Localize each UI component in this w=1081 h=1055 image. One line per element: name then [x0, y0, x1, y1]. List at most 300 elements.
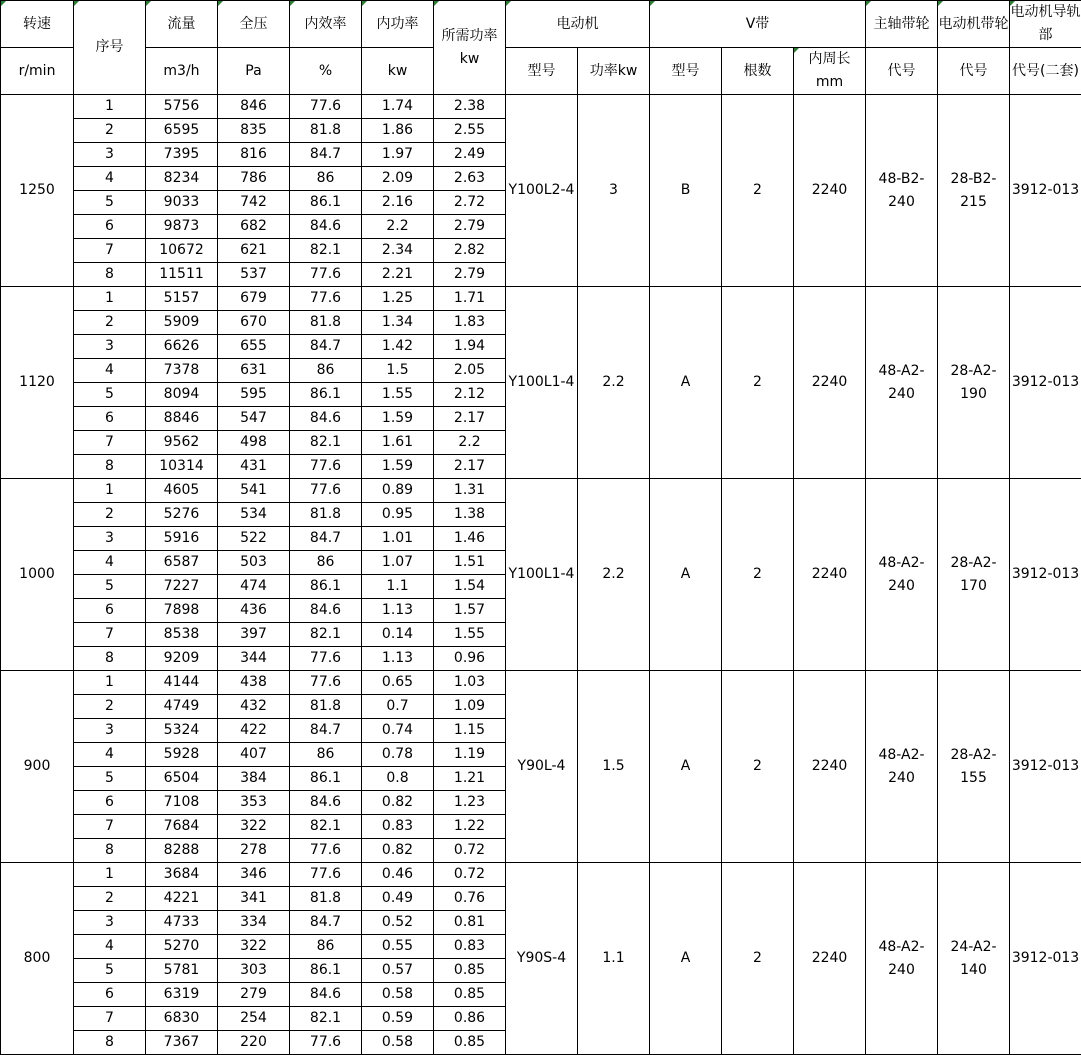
motor-power-cell: 1.5	[578, 671, 650, 863]
flow-cell: 7108	[146, 791, 218, 815]
seq-cell: 8	[74, 839, 146, 863]
required-power-cell: 1.94	[434, 335, 506, 359]
required-power-cell: 1.57	[434, 599, 506, 623]
header-main-pulley-code: 代号	[866, 48, 938, 95]
motor-pulley-cell: 28-A2-190	[938, 287, 1010, 479]
vbelt-count-cell: 2	[722, 95, 794, 287]
header-vbelt-model: 型号	[650, 48, 722, 95]
required-power-cell: 0.85	[434, 1031, 506, 1055]
motor-pulley-cell: 24-A2-140	[938, 863, 1010, 1055]
main-pulley-cell: 48-A2-240	[866, 479, 938, 671]
pressure-cell: 655	[218, 335, 290, 359]
vbelt-count-cell: 2	[722, 671, 794, 863]
pressure-cell: 541	[218, 479, 290, 503]
inner-power-cell: 0.49	[362, 887, 434, 911]
flow-cell: 4733	[146, 911, 218, 935]
vbelt-count-cell: 2	[722, 287, 794, 479]
flow-cell: 9562	[146, 431, 218, 455]
pressure-cell: 341	[218, 887, 290, 911]
required-power-cell: 0.96	[434, 647, 506, 671]
efficiency-cell: 77.6	[290, 671, 362, 695]
pressure-cell: 816	[218, 143, 290, 167]
header-inner-power-unit: kw	[362, 48, 434, 95]
table-row	[1, 863, 1081, 887]
pressure-cell: 621	[218, 239, 290, 263]
seq-cell: 6	[74, 215, 146, 239]
efficiency-cell: 84.7	[290, 527, 362, 551]
pressure-cell: 595	[218, 383, 290, 407]
motor-power-cell: 3	[578, 95, 650, 287]
speed-cell: 900	[1, 671, 74, 863]
header-flow: 流量	[146, 1, 218, 48]
seq-cell: 7	[74, 1007, 146, 1031]
flow-cell: 6504	[146, 767, 218, 791]
inner-power-cell: 1.97	[362, 143, 434, 167]
flow-cell: 7395	[146, 143, 218, 167]
seq-cell: 2	[74, 695, 146, 719]
required-power-cell: 0.85	[434, 959, 506, 983]
efficiency-cell: 81.8	[290, 503, 362, 527]
vbelt-length-cell: 2240	[794, 95, 866, 287]
header-row-1	[1, 1, 1081, 48]
inner-power-cell: 0.95	[362, 503, 434, 527]
inner-power-cell: 0.89	[362, 479, 434, 503]
header-motor-rail: 电动机导轨部	[1010, 1, 1081, 48]
required-power-cell: 2.49	[434, 143, 506, 167]
required-power-cell: 1.46	[434, 527, 506, 551]
pressure-cell: 537	[218, 263, 290, 287]
pressure-cell: 322	[218, 815, 290, 839]
flow-cell: 5928	[146, 743, 218, 767]
seq-cell: 3	[74, 335, 146, 359]
flow-cell: 5276	[146, 503, 218, 527]
seq-cell: 8	[74, 647, 146, 671]
speed-cell: 1000	[1, 479, 74, 671]
flow-cell: 8094	[146, 383, 218, 407]
flow-cell: 9033	[146, 191, 218, 215]
header-motor-rail-code: 代号(二套)	[1010, 48, 1081, 95]
pressure-cell: 522	[218, 527, 290, 551]
flow-cell: 9209	[146, 647, 218, 671]
required-power-cell: 2.72	[434, 191, 506, 215]
pressure-cell: 334	[218, 911, 290, 935]
inner-power-cell: 1.61	[362, 431, 434, 455]
header-speed-unit: r/min	[1, 48, 74, 95]
seq-cell: 7	[74, 623, 146, 647]
inner-power-cell: 1.86	[362, 119, 434, 143]
header-pressure-unit: Pa	[218, 48, 290, 95]
efficiency-cell: 77.6	[290, 1031, 362, 1055]
table-row	[1, 479, 1081, 503]
inner-power-cell: 1.07	[362, 551, 434, 575]
efficiency-cell: 84.7	[290, 143, 362, 167]
flow-cell: 11511	[146, 263, 218, 287]
flow-cell: 8538	[146, 623, 218, 647]
required-power-cell: 2.79	[434, 263, 506, 287]
efficiency-cell: 77.6	[290, 263, 362, 287]
vbelt-length-cell: 2240	[794, 479, 866, 671]
efficiency-cell: 77.6	[290, 479, 362, 503]
pressure-cell: 631	[218, 359, 290, 383]
required-power-cell: 1.23	[434, 791, 506, 815]
header-vbelt-length-label: 内周长	[794, 48, 865, 71]
flow-cell: 6319	[146, 983, 218, 1007]
table-row	[1, 671, 1081, 695]
seq-cell: 6	[74, 407, 146, 431]
pressure-cell: 397	[218, 623, 290, 647]
flow-cell: 8846	[146, 407, 218, 431]
inner-power-cell: 0.58	[362, 983, 434, 1007]
pressure-cell: 498	[218, 431, 290, 455]
required-power-cell: 1.54	[434, 575, 506, 599]
required-power-cell: 2.12	[434, 383, 506, 407]
inner-power-cell: 0.83	[362, 815, 434, 839]
required-power-cell: 2.63	[434, 167, 506, 191]
vbelt-length-cell: 2240	[794, 863, 866, 1055]
inner-power-cell: 1.55	[362, 383, 434, 407]
header-flow-unit: m3/h	[146, 48, 218, 95]
inner-power-cell: 0.65	[362, 671, 434, 695]
efficiency-cell: 86	[290, 167, 362, 191]
inner-power-cell: 2.21	[362, 263, 434, 287]
flow-cell: 5324	[146, 719, 218, 743]
flow-cell: 4221	[146, 887, 218, 911]
pressure-cell: 742	[218, 191, 290, 215]
efficiency-cell: 77.6	[290, 863, 362, 887]
pressure-cell: 432	[218, 695, 290, 719]
inner-power-cell: 1.13	[362, 647, 434, 671]
efficiency-cell: 81.8	[290, 119, 362, 143]
inner-power-cell: 1.59	[362, 407, 434, 431]
efficiency-cell: 81.8	[290, 311, 362, 335]
seq-cell: 5	[74, 383, 146, 407]
seq-cell: 2	[74, 119, 146, 143]
header-vbelt-length-unit: mm	[794, 71, 865, 94]
required-power-cell: 2.05	[434, 359, 506, 383]
inner-power-cell: 0.82	[362, 791, 434, 815]
header-motor-power: 功率kw	[578, 48, 650, 95]
seq-cell: 6	[74, 791, 146, 815]
pressure-cell: 279	[218, 983, 290, 1007]
efficiency-cell: 86	[290, 935, 362, 959]
seq-cell: 6	[74, 983, 146, 1007]
motor-model-cell: Y100L1-4	[506, 479, 578, 671]
seq-cell: 5	[74, 191, 146, 215]
speed-cell: 800	[1, 863, 74, 1055]
inner-power-cell: 0.14	[362, 623, 434, 647]
required-power-cell: 1.51	[434, 551, 506, 575]
pressure-cell: 344	[218, 647, 290, 671]
efficiency-cell: 84.6	[290, 215, 362, 239]
pressure-cell: 436	[218, 599, 290, 623]
motor-model-cell: Y90L-4	[506, 671, 578, 863]
efficiency-cell: 84.7	[290, 335, 362, 359]
motor-pulley-cell: 28-B2-215	[938, 95, 1010, 287]
header-required-power-unit: kw	[434, 48, 505, 71]
header-motor-model: 型号	[506, 48, 578, 95]
efficiency-cell: 82.1	[290, 623, 362, 647]
required-power-cell: 2.79	[434, 215, 506, 239]
motor-power-cell: 2.2	[578, 287, 650, 479]
vbelt-length-cell: 2240	[794, 287, 866, 479]
efficiency-cell: 84.6	[290, 791, 362, 815]
motor-pulley-cell: 28-A2-155	[938, 671, 1010, 863]
required-power-cell: 1.09	[434, 695, 506, 719]
inner-power-cell: 1.42	[362, 335, 434, 359]
header-vbelt-length	[794, 48, 866, 95]
inner-power-cell: 0.7	[362, 695, 434, 719]
required-power-cell: 1.71	[434, 287, 506, 311]
inner-power-cell: 0.58	[362, 1031, 434, 1055]
inner-power-cell: 0.52	[362, 911, 434, 935]
header-motor-pulley: 电动机带轮	[938, 1, 1010, 48]
flow-cell: 3684	[146, 863, 218, 887]
required-power-cell: 1.21	[434, 767, 506, 791]
seq-cell: 2	[74, 311, 146, 335]
motor-rail-cell: 3912-013	[1010, 287, 1081, 479]
pressure-cell: 547	[218, 407, 290, 431]
efficiency-cell: 86	[290, 359, 362, 383]
vbelt-count-cell: 2	[722, 479, 794, 671]
pressure-cell: 254	[218, 1007, 290, 1031]
efficiency-cell: 86	[290, 743, 362, 767]
seq-cell: 5	[74, 575, 146, 599]
pressure-cell: 835	[218, 119, 290, 143]
required-power-cell: 0.85	[434, 983, 506, 1007]
inner-power-cell: 0.46	[362, 863, 434, 887]
main-pulley-cell: 48-A2-240	[866, 863, 938, 1055]
efficiency-cell: 84.6	[290, 599, 362, 623]
flow-cell: 6626	[146, 335, 218, 359]
seq-cell: 5	[74, 767, 146, 791]
inner-power-cell: 0.74	[362, 719, 434, 743]
inner-power-cell: 1.5	[362, 359, 434, 383]
pressure-cell: 346	[218, 863, 290, 887]
seq-cell: 8	[74, 455, 146, 479]
seq-cell: 1	[74, 863, 146, 887]
efficiency-cell: 81.8	[290, 695, 362, 719]
efficiency-cell: 82.1	[290, 431, 362, 455]
seq-cell: 1	[74, 479, 146, 503]
flow-cell: 9873	[146, 215, 218, 239]
motor-rail-cell: 3912-013	[1010, 479, 1081, 671]
pressure-cell: 503	[218, 551, 290, 575]
inner-power-cell: 0.78	[362, 743, 434, 767]
pressure-cell: 431	[218, 455, 290, 479]
pressure-cell: 474	[218, 575, 290, 599]
inner-power-cell: 0.82	[362, 839, 434, 863]
motor-power-cell: 1.1	[578, 863, 650, 1055]
required-power-cell: 1.15	[434, 719, 506, 743]
pressure-cell: 422	[218, 719, 290, 743]
motor-rail-cell: 3912-013	[1010, 95, 1081, 287]
flow-cell: 8234	[146, 167, 218, 191]
required-power-cell: 2.17	[434, 455, 506, 479]
motor-rail-cell: 3912-013	[1010, 671, 1081, 863]
inner-power-cell: 1.59	[362, 455, 434, 479]
seq-cell: 1	[74, 287, 146, 311]
pressure-cell: 220	[218, 1031, 290, 1055]
flow-cell: 5909	[146, 311, 218, 335]
required-power-cell: 1.83	[434, 311, 506, 335]
header-efficiency-unit: %	[290, 48, 362, 95]
efficiency-cell: 77.6	[290, 95, 362, 119]
header-vbelt: V带	[650, 1, 866, 48]
seq-cell: 6	[74, 599, 146, 623]
flow-cell: 6587	[146, 551, 218, 575]
motor-pulley-cell: 28-A2-170	[938, 479, 1010, 671]
pressure-cell: 679	[218, 287, 290, 311]
seq-cell: 4	[74, 743, 146, 767]
required-power-cell: 0.81	[434, 911, 506, 935]
pressure-cell: 303	[218, 959, 290, 983]
pressure-cell: 670	[218, 311, 290, 335]
vbelt-model-cell: A	[650, 863, 722, 1055]
efficiency-cell: 82.1	[290, 239, 362, 263]
required-power-cell: 0.72	[434, 863, 506, 887]
inner-power-cell: 1.1	[362, 575, 434, 599]
motor-rail-cell: 3912-013	[1010, 863, 1081, 1055]
pressure-cell: 322	[218, 935, 290, 959]
efficiency-cell: 84.6	[290, 983, 362, 1007]
flow-cell: 4605	[146, 479, 218, 503]
inner-power-cell: 1.01	[362, 527, 434, 551]
efficiency-cell: 86.1	[290, 383, 362, 407]
flow-cell: 5756	[146, 95, 218, 119]
seq-cell: 3	[74, 527, 146, 551]
motor-model-cell: Y90S-4	[506, 863, 578, 1055]
pressure-cell: 534	[218, 503, 290, 527]
inner-power-cell: 2.34	[362, 239, 434, 263]
header-inner-power: 内功率	[362, 1, 434, 48]
seq-cell: 4	[74, 167, 146, 191]
pressure-cell: 278	[218, 839, 290, 863]
header-efficiency: 内效率	[290, 1, 362, 48]
required-power-cell: 2.17	[434, 407, 506, 431]
flow-cell: 5157	[146, 287, 218, 311]
flow-cell: 4144	[146, 671, 218, 695]
vbelt-model-cell: B	[650, 95, 722, 287]
required-power-cell: 2.55	[434, 119, 506, 143]
table-body	[1, 95, 1081, 1055]
flow-cell: 7227	[146, 575, 218, 599]
seq-cell: 4	[74, 551, 146, 575]
flow-cell: 7378	[146, 359, 218, 383]
efficiency-cell: 77.6	[290, 287, 362, 311]
flow-cell: 5781	[146, 959, 218, 983]
vbelt-model-cell: A	[650, 479, 722, 671]
inner-power-cell: 0.8	[362, 767, 434, 791]
seq-cell: 8	[74, 1031, 146, 1055]
inner-power-cell: 2.2	[362, 215, 434, 239]
flow-cell: 8288	[146, 839, 218, 863]
required-power-cell: 1.55	[434, 623, 506, 647]
inner-power-cell: 0.57	[362, 959, 434, 983]
inner-power-cell: 1.74	[362, 95, 434, 119]
flow-cell: 7898	[146, 599, 218, 623]
required-power-cell: 1.19	[434, 743, 506, 767]
seq-cell: 7	[74, 815, 146, 839]
inner-power-cell: 0.55	[362, 935, 434, 959]
flow-cell: 10314	[146, 455, 218, 479]
pressure-cell: 438	[218, 671, 290, 695]
pressure-cell: 682	[218, 215, 290, 239]
required-power-cell: 2.38	[434, 95, 506, 119]
efficiency-cell: 86.1	[290, 767, 362, 791]
header-vbelt-count: 根数	[722, 48, 794, 95]
efficiency-cell: 84.7	[290, 911, 362, 935]
required-power-cell: 1.31	[434, 479, 506, 503]
efficiency-cell: 77.6	[290, 839, 362, 863]
efficiency-cell: 84.6	[290, 407, 362, 431]
motor-model-cell: Y100L2-4	[506, 95, 578, 287]
required-power-cell: 2.82	[434, 239, 506, 263]
required-power-cell: 1.38	[434, 503, 506, 527]
efficiency-cell: 77.6	[290, 647, 362, 671]
seq-cell: 7	[74, 431, 146, 455]
seq-cell: 1	[74, 95, 146, 119]
flow-cell: 7684	[146, 815, 218, 839]
flow-cell: 5916	[146, 527, 218, 551]
seq-cell: 3	[74, 911, 146, 935]
seq-cell: 5	[74, 959, 146, 983]
inner-power-cell: 2.09	[362, 167, 434, 191]
main-pulley-cell: 48-A2-240	[866, 287, 938, 479]
header-required-power-label: 所需功率	[434, 25, 505, 48]
flow-cell: 6830	[146, 1007, 218, 1031]
main-pulley-cell: 48-A2-240	[866, 671, 938, 863]
required-power-cell: 0.83	[434, 935, 506, 959]
pressure-cell: 786	[218, 167, 290, 191]
seq-cell: 3	[74, 143, 146, 167]
required-power-cell: 1.22	[434, 815, 506, 839]
efficiency-cell: 77.6	[290, 455, 362, 479]
motor-model-cell: Y100L1-4	[506, 287, 578, 479]
seq-cell: 8	[74, 263, 146, 287]
inner-power-cell: 2.16	[362, 191, 434, 215]
pressure-cell: 846	[218, 95, 290, 119]
table-row	[1, 95, 1081, 119]
required-power-cell: 2.2	[434, 431, 506, 455]
flow-cell: 5270	[146, 935, 218, 959]
pressure-cell: 353	[218, 791, 290, 815]
speed-cell: 1120	[1, 287, 74, 479]
flow-cell: 7367	[146, 1031, 218, 1055]
inner-power-cell: 1.34	[362, 311, 434, 335]
seq-cell: 2	[74, 503, 146, 527]
header-speed: 转速	[1, 1, 74, 48]
seq-cell: 7	[74, 239, 146, 263]
vbelt-model-cell: A	[650, 287, 722, 479]
vbelt-model-cell: A	[650, 671, 722, 863]
efficiency-cell: 84.7	[290, 719, 362, 743]
pressure-cell: 384	[218, 767, 290, 791]
motor-power-cell: 2.2	[578, 479, 650, 671]
required-power-cell: 0.72	[434, 839, 506, 863]
flow-cell: 4749	[146, 695, 218, 719]
required-power-cell: 1.03	[434, 671, 506, 695]
header-row-2	[1, 48, 1081, 95]
seq-cell: 3	[74, 719, 146, 743]
speed-cell: 1250	[1, 95, 74, 287]
pressure-cell: 407	[218, 743, 290, 767]
flow-cell: 10672	[146, 239, 218, 263]
required-power-cell: 0.76	[434, 887, 506, 911]
inner-power-cell: 1.13	[362, 599, 434, 623]
header-motor: 电动机	[506, 1, 650, 48]
seq-cell: 1	[74, 671, 146, 695]
header-required-power	[434, 1, 506, 95]
